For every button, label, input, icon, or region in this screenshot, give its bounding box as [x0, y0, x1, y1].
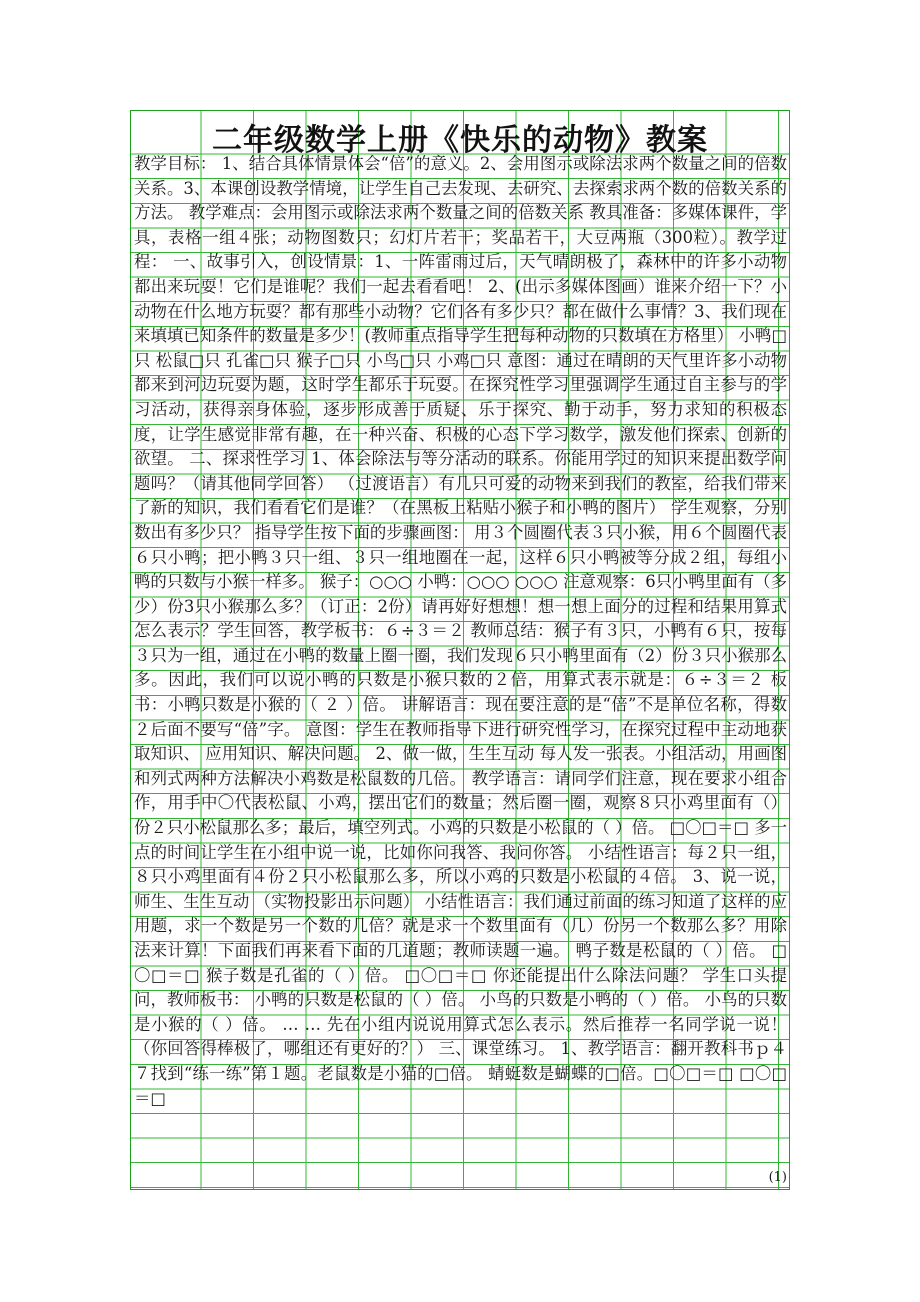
document-page	[130, 110, 790, 1190]
document-title: 二年级数学上册《快乐的动物》教案	[212, 123, 708, 158]
lesson-plan-text: 教学目标： 1、结合具体情景体会“倍”的意义。2、会用图示或除法求两个数量之间的倍数关系。3、本课创设教学情境，让学生自己去发现、去研究、去探索求两个数的倍数关系的方法。 教学难点：会用图示或除法求两个数量之间的倍数关系 教具准备：多媒体课件，学具，表格一组４张；动物图数只；幻灯片若干；奖品若干，大豆两瓶（300粒）。教学过程： 一、故事引入，创设情景：1、一阵雷雨过后，天气晴朗极了，森林中的许多小动物都出来玩耍！它们是谁呢？我们一起去看看吧！ 2、(出示多媒体图画）谁来介绍一下？小动物在什么地方玩耍？都有那些小动物？它们各有多少只？都在做什么事情？3、我们现在来填填已知条件的数量是多少！(教师重点指导学生把每种动物的只数填在方格里） 小鸭□只 松鼠□只 孔雀□只 猴子□只 小鸟□只 小鸡□只 意图：通过在晴朗的天气里许多小动物都来到河边玩耍为题，这时学生都乐于玩耍。在探究性学习里强调学生通过自主参与的学习活动，获得亲身体验，逐步形成善于质疑、乐于探究、勤于动手，努力求知的积极态度，让学生感觉非常有趣，在一种兴奋、积极的心态下学习数学，激发他们探索、创新的欲望。 二、探求性学习 1、体会除法与等分活动的联系。你能用学过的知识来提出数学问题吗？（请其他同学回答） （过渡语言）有几只可爱的动物来到我们的教室，给我们带来了新的知识，我们看看它们是谁？（在黑板上粘贴小猴子和小鸭的图片） 学生观察，分别数出有多少只？ 指导学生按下面的步骤画图： 用３个圆圈代表３只小猴，用６个圆圈代表６只小鸭；把小鸭３只一组、３只一组地圈在一起，这样６只小鸭被等分成２组，每组小鸭的只数与小猴一样多。 猴子：○○○ 小鸭：○○○ ○○○ 注意观察：6只小鸭里面有（多少）份3只小猴那么多？（订正：2份）请再好好想想！想一想上面分的过程和结果用算式怎么表示？学生回答，教学板书：６÷３＝２ 教师总结：猴子有３只，小鸭有６只，按每３只为一组，通过在小鸭的数量上圈一圈，我们发现６只小鸭里面有（2）份３只小猴那么多。因此，我们可以说小鸭的只数是小猴只数的２倍，用算式表示就是：６÷３＝２ 板书：小鸭只数是小猴的（ ２ ）倍。 讲解语言：现在要注意的是“倍”不是单位名称，得数２后面不要写“倍”字。 意图：学生在教师指导下进行研究性学习，在探究过程中主动地获取知识、 应用知识、解决问题。 2、做一做，生生互动 每人发一张表。小组活动，用画图和列式两种方法解决小鸡数是松鼠数的几倍。 教学语言：请同学们注意，现在要求小组合作，用手中〇代表松鼠、小鸡，摆出它们的数量；然后圈一圈，观察８只小鸡里面有（）份２只小松鼠那么多；最后，填空列式。小鸡的只数是小松鼠的（ ）倍。 □〇□＝□ 多一点的时间让学生在小组中说一说，比如你问我答、我问你答。 小结性语言：每２只一组，８只小鸡里面有４份２只小松鼠那么多，所以小鸡的只数是小松鼠的４倍。 3、说一说，师生、生生互动 （实物投影出示问题） 小结性语言：我们通过前面的练习知道了这样的应用题，求一个数是另一个数的几倍？就是求一个数里面有（几）份另一个数那么多？用除法来计算！下面我们再来看下面的几道题；教师读题一遍。 鸭子数是松鼠的（ ）倍。 □〇□＝□ 猴子数是孔雀的（ ）倍。 □〇□＝□ 你还能提出什么除法问题？ 学生口头提问，教师板书： 小鸭的只数是松鼠的（ ）倍。 小鸟的只数是小鸭的（ ）倍。 小鸟的只数是小猴的（ ）倍。 … … 先在小组内说说用算式怎么表示。然后推荐一名同学说一说！（你回答得棒极了，哪组还有更好的？） 三、课堂练习。 1、教学语言：翻开教科书ｐ４７找到“练一练”第１题。老鼠数是小猫的□倍。 蜻蜓数是蝴蝶的□倍。□〇□＝□ □〇□＝□	[134, 154, 787, 1108]
document-body	[134, 152, 787, 1111]
page-number: (1)	[768, 1170, 787, 1185]
